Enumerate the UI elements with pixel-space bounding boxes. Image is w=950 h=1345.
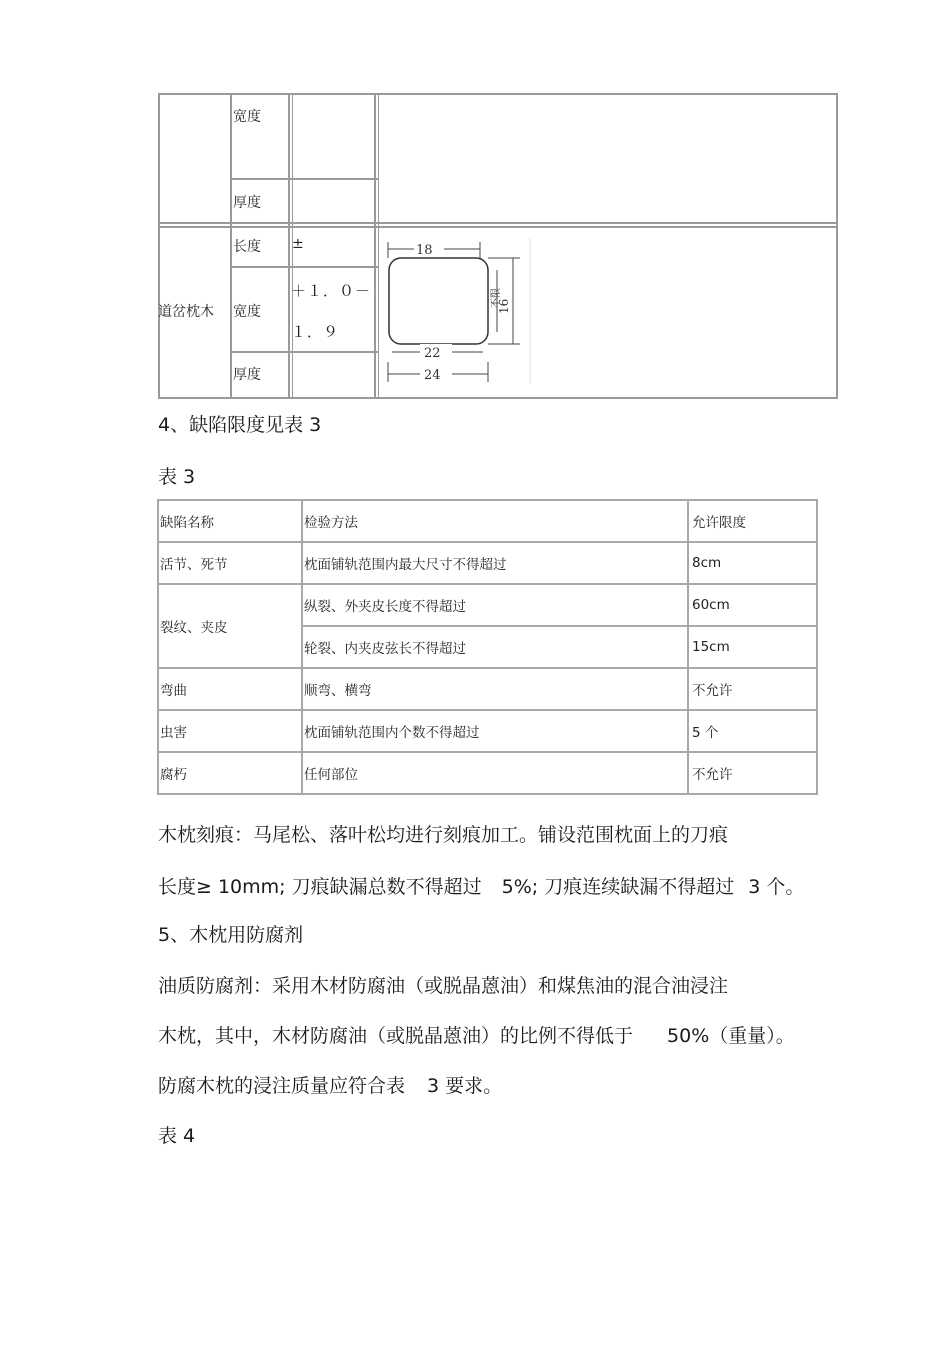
dim-side-label: 不限 (491, 288, 502, 308)
dim-bottom-inner: 22 (424, 346, 441, 361)
section5-p3-ref: 3 要求。 (427, 1075, 503, 1097)
header-defect-name: 缺陷名称 (158, 500, 302, 542)
dim-top: 18 (416, 243, 433, 258)
width-label-b: 宽度 (233, 304, 261, 320)
length-label: 长度 (233, 239, 261, 255)
defect-method: 任何部位 (302, 752, 688, 794)
section5-p3-text: 防腐木枕的浸注质量应符合表 (158, 1075, 406, 1097)
notch-missing-total-label: ; 刀痕缺漏总数不得超过 (279, 876, 482, 898)
width-label-a: 宽度 (233, 109, 261, 125)
header-allowed-limit: 允许限度 (688, 500, 817, 542)
defect-name: 弯曲 (158, 668, 302, 710)
notch-consecutive-label: ; 刀痕连续缺漏不得超过 (531, 876, 735, 898)
defect-limit: 5 个 (688, 710, 817, 752)
notch-consecutive-value: 3 个。 (748, 876, 805, 898)
defect-name: 裂纹、夹皮 (158, 584, 302, 668)
section5-p2-ratio: 50%（重量）。 (667, 1025, 795, 1047)
table-row (158, 584, 817, 626)
section4-heading: 4、缺陷限度见表 3 (158, 414, 322, 436)
dim-right: 16 (497, 298, 511, 314)
table-header-row (158, 500, 817, 542)
section5-p2-text: 木枕，其中，木材防腐油（或脱晶蒽油）的比例不得低于 (158, 1025, 634, 1047)
defect-limit: 15cm (688, 626, 817, 668)
notch-length: 长度≥ 10mm (158, 876, 280, 898)
section5-p3 (158, 1071, 502, 1098)
section5-heading: 5、木枕用防腐剂 (158, 924, 304, 946)
section5-p2 (158, 1021, 795, 1048)
header-inspection-method: 检验方法 (302, 500, 688, 542)
defect-method: 顺弯、横弯 (302, 668, 688, 710)
notch-line2 (158, 872, 804, 899)
table-row (158, 542, 817, 584)
thickness-label-b: 厚度 (233, 367, 261, 383)
defect-limit: 60cm (688, 584, 817, 626)
notch-missing-total-value: 5% (501, 876, 532, 898)
defect-limits-table (157, 499, 818, 795)
defect-limit: 不允许 (688, 752, 817, 794)
turnout-sleeper-label: 道岔枕木 (158, 304, 214, 320)
defect-name: 虫害 (158, 710, 302, 752)
length-value: ± (292, 236, 304, 252)
width-tolerance-line1: ＋１．０－ (291, 282, 372, 300)
table-row (158, 710, 817, 752)
sleeper-section-diagram (380, 236, 532, 386)
defect-name: 活节、死节 (158, 542, 302, 584)
defect-limit: 不允许 (688, 668, 817, 710)
defect-method: 枕面铺轨范围内最大尺寸不得超过 (302, 542, 688, 584)
defect-method: 纵裂、外夹皮长度不得超过 (302, 584, 688, 626)
table3-title: 表 3 (158, 466, 196, 488)
table-row (158, 668, 817, 710)
table4-title: 表 4 (158, 1125, 196, 1147)
thickness-label-a: 厚度 (233, 195, 261, 211)
defect-method: 枕面铺轨范围内个数不得超过 (302, 710, 688, 752)
section5-p1: 油质防腐剂：采用木材防腐油（或脱晶蒽油）和煤焦油的混合油浸注 (158, 975, 729, 997)
table-row (158, 752, 817, 794)
defect-method: 轮裂、内夹皮弦长不得超过 (302, 626, 688, 668)
width-tolerance-line2: １．９ (291, 323, 340, 341)
defect-limit: 8cm (688, 542, 817, 584)
dim-bottom-outer: 24 (424, 368, 441, 383)
notch-line1: 木枕刻痕：马尾松、落叶松均进行刻痕加工。铺设范围枕面上的刀痕 (158, 824, 729, 846)
defect-name: 腐朽 (158, 752, 302, 794)
